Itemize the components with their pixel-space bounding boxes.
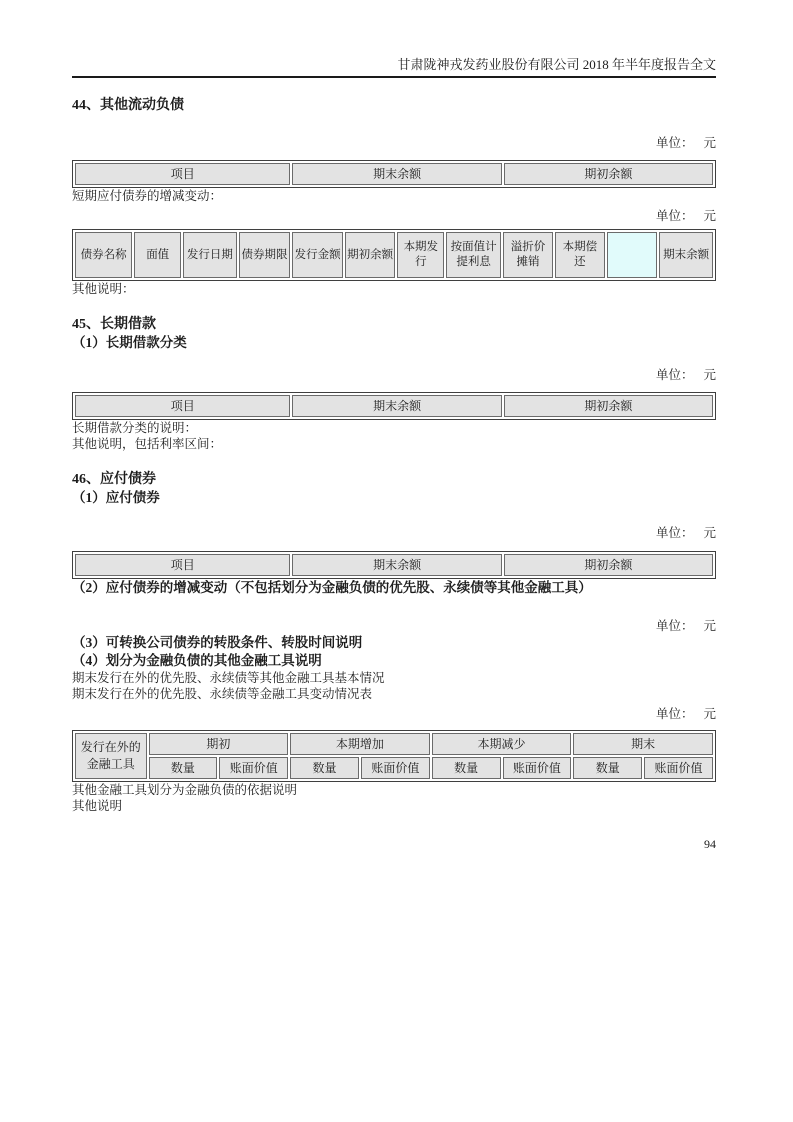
section-46-sub3-heading: （3）可转换公司债券的转股条件、转股时间说明 xyxy=(72,635,363,650)
outstanding-instruments-basic-note: 期末发行在外的优先股、永续债等其他金融工具基本情况 xyxy=(72,671,385,685)
table-header-row xyxy=(75,232,713,278)
unit-line xyxy=(72,707,716,722)
table-group-header-row xyxy=(75,733,713,755)
unit-currency: 元 xyxy=(703,707,716,721)
header-cell-item: 项目 xyxy=(75,163,290,185)
unit-label: 单位： xyxy=(655,707,694,721)
document-header-title: 甘肃陇神戎发药业股份有限公司 2018 年半年度报告全文 xyxy=(397,57,716,72)
unit-label: 单位： xyxy=(655,619,694,633)
unit-label: 单位： xyxy=(655,368,694,382)
header-cell-quantity: 数量 xyxy=(149,757,218,779)
unit-label: 单位： xyxy=(655,209,694,223)
section-46-sub2-heading: （2）应付债券的增减变动（不包括划分为金融负债的优先股、永续债等其他金融工具） xyxy=(72,580,592,595)
header-cell-opening-balance: 期初余额 xyxy=(504,395,713,417)
header-cell-bond-name: 债券名称 xyxy=(75,232,132,278)
unit-currency: 元 xyxy=(703,368,716,382)
unit-line xyxy=(72,136,716,151)
table-header-row xyxy=(75,163,713,185)
header-group-current-decrease: 本期减少 xyxy=(432,733,572,755)
header-cell-current-repayment: 本期偿还 xyxy=(555,232,605,278)
header-group-closing: 期末 xyxy=(573,733,713,755)
header-cell-face-value: 面值 xyxy=(134,232,181,278)
financial-instruments-table xyxy=(72,730,716,782)
section-46-heading: 46、应付债券 xyxy=(72,472,156,487)
header-cell-opening-balance: 期初余额 xyxy=(345,232,396,278)
header-cell-book-value: 账面价值 xyxy=(503,757,572,779)
unit-currency: 元 xyxy=(703,209,716,223)
other-current-liabilities-table xyxy=(72,160,716,188)
header-cell-closing-balance: 期末余额 xyxy=(659,232,713,278)
unit-line xyxy=(72,209,716,224)
header-cell-issue-amount: 发行金额 xyxy=(292,232,343,278)
highlight-empty-cell xyxy=(607,232,658,278)
table-header-row xyxy=(75,395,713,417)
section-46-sub4-heading: （4）划分为金融负债的其他金融工具说明 xyxy=(72,653,322,668)
header-cell-issue-date: 发行日期 xyxy=(183,232,237,278)
header-cell-book-value: 账面价值 xyxy=(219,757,288,779)
document-header xyxy=(72,0,716,78)
short-term-bonds-change-note: 短期应付债券的增减变动： xyxy=(72,189,223,203)
header-cell-quantity: 数量 xyxy=(573,757,642,779)
section-45-heading: 45、长期借款 xyxy=(72,317,156,332)
header-cell-quantity: 数量 xyxy=(432,757,501,779)
unit-currency: 元 xyxy=(703,526,716,540)
header-cell-bond-term: 债券期限 xyxy=(239,232,291,278)
unit-line xyxy=(72,526,716,541)
interest-rate-range-note: 其他说明，包括利率区间： xyxy=(72,437,223,451)
outstanding-instruments-change-note: 期末发行在外的优先股、永续债等金融工具变动情况表 xyxy=(72,687,373,701)
header-cell-closing-balance: 期末余额 xyxy=(292,554,501,576)
header-cell-item: 项目 xyxy=(75,395,290,417)
unit-line xyxy=(72,619,716,634)
liability-classification-basis-note: 其他金融工具划分为金融负债的依据说明 xyxy=(72,783,298,797)
bonds-payable-table xyxy=(72,551,716,579)
header-cell-book-value: 账面价值 xyxy=(644,757,713,779)
loan-classification-note: 长期借款分类的说明： xyxy=(72,421,198,435)
table-header-row xyxy=(75,554,713,576)
bond-schedule-table xyxy=(72,229,716,281)
header-cell-current-issue: 本期发行 xyxy=(397,232,444,278)
header-cell-closing-balance: 期末余额 xyxy=(292,163,501,185)
unit-label: 单位： xyxy=(655,136,694,150)
table-subheader-row xyxy=(75,757,713,779)
header-cell-opening-balance: 期初余额 xyxy=(504,554,713,576)
header-group-current-increase: 本期增加 xyxy=(290,733,430,755)
section-46-sub1-heading: （1）应付债券 xyxy=(72,490,160,505)
other-note: 其他说明 xyxy=(72,799,123,813)
unit-label: 单位： xyxy=(655,526,694,540)
unit-currency: 元 xyxy=(703,619,716,633)
page-number: 94 xyxy=(704,837,716,851)
header-cell-outstanding-instruments: 发行在外的金融工具 xyxy=(75,733,147,779)
long-term-loans-table xyxy=(72,392,716,420)
section-44-heading: 44、其他流动负债 xyxy=(72,98,184,113)
header-cell-interest-at-face-value: 按面值计提利息 xyxy=(446,232,501,278)
header-cell-item: 项目 xyxy=(75,554,290,576)
header-cell-opening-balance: 期初余额 xyxy=(504,163,713,185)
header-cell-quantity: 数量 xyxy=(290,757,359,779)
section-45-sub1-heading: （1）长期借款分类 xyxy=(72,335,187,350)
header-cell-book-value: 账面价值 xyxy=(361,757,430,779)
header-cell-premium-discount-amortization: 溢折价摊销 xyxy=(503,232,553,278)
other-note: 其他说明： xyxy=(72,282,135,296)
header-group-opening: 期初 xyxy=(149,733,289,755)
unit-line xyxy=(72,368,716,383)
header-cell-closing-balance: 期末余额 xyxy=(292,395,501,417)
unit-currency: 元 xyxy=(703,136,716,150)
